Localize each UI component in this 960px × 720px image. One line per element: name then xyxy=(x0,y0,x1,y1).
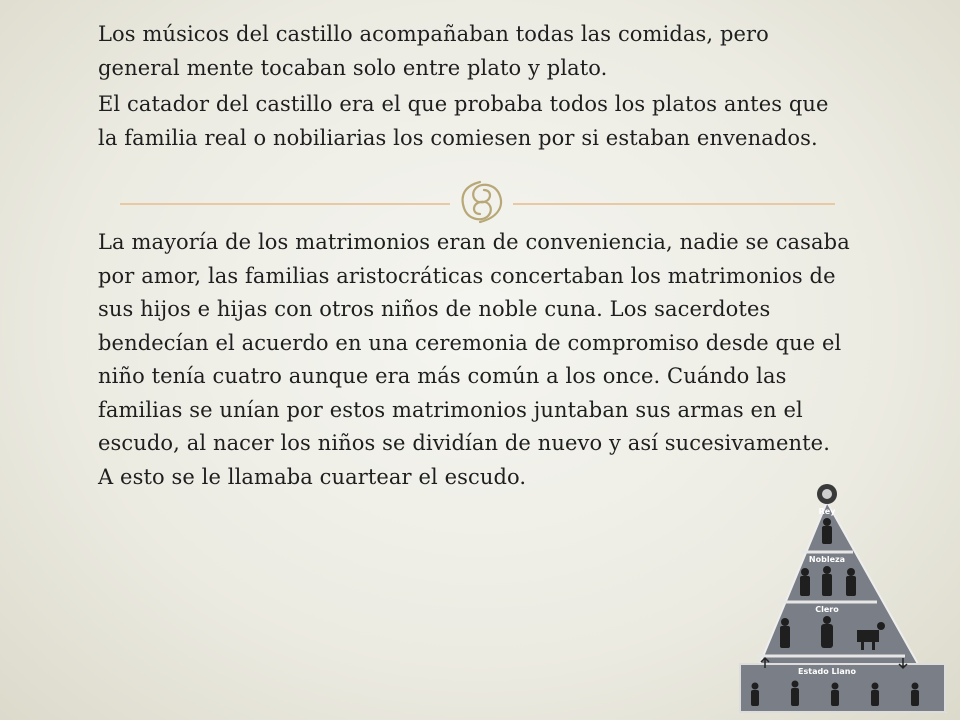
pyramid-label-rey: Rey xyxy=(818,507,836,516)
pyramid-label-estado-llano: Estado Llano xyxy=(798,667,856,676)
paragraph-text: La mayoría de los matrimonios eran de conveniencia, nadie se casaba por amor, las familias aristocráticas concertaban los matrimonios de sus hijos e hijas con otros niños de noble cuna. Los sacerdotes bendecían el acuerdo en una ceremonia de compromiso desde que el niño tenía cuatro aunque era más común a los once. Cuándo las familias se unían por estos matrimonios juntaban sus armas en el escudo, al nacer los niños se dividían de nuevo y así sucesivamente. A esto se le llamaba cuartear el escudo. xyxy=(98,230,850,489)
crown-icon xyxy=(817,484,837,504)
pyramid-label-clero: Clero xyxy=(815,605,839,614)
bullet-paragraph-2 xyxy=(60,88,850,155)
bullet-icon xyxy=(60,18,98,85)
paragraph-text: El catador del castillo era el que probaba todos los platos antes que la familia real o nobiliarias los comiesen por si estaban envenados. xyxy=(98,92,829,150)
pyramid-label-nobleza: Nobleza xyxy=(808,555,846,564)
feudal-pyramid-diagram xyxy=(735,480,950,720)
paragraph-text: Los músicos del castillo acompañaban todas las comidas, pero general mente tocaban solo entre plato y plato. xyxy=(98,22,769,80)
ornament-icon xyxy=(450,178,514,226)
bullet-icon xyxy=(60,88,98,155)
bullet-paragraph-1 xyxy=(60,18,850,85)
divider-line-right xyxy=(513,203,835,205)
divider-line-left xyxy=(120,203,450,205)
bullet-paragraph-3 xyxy=(60,226,850,494)
bullet-icon xyxy=(60,226,98,494)
